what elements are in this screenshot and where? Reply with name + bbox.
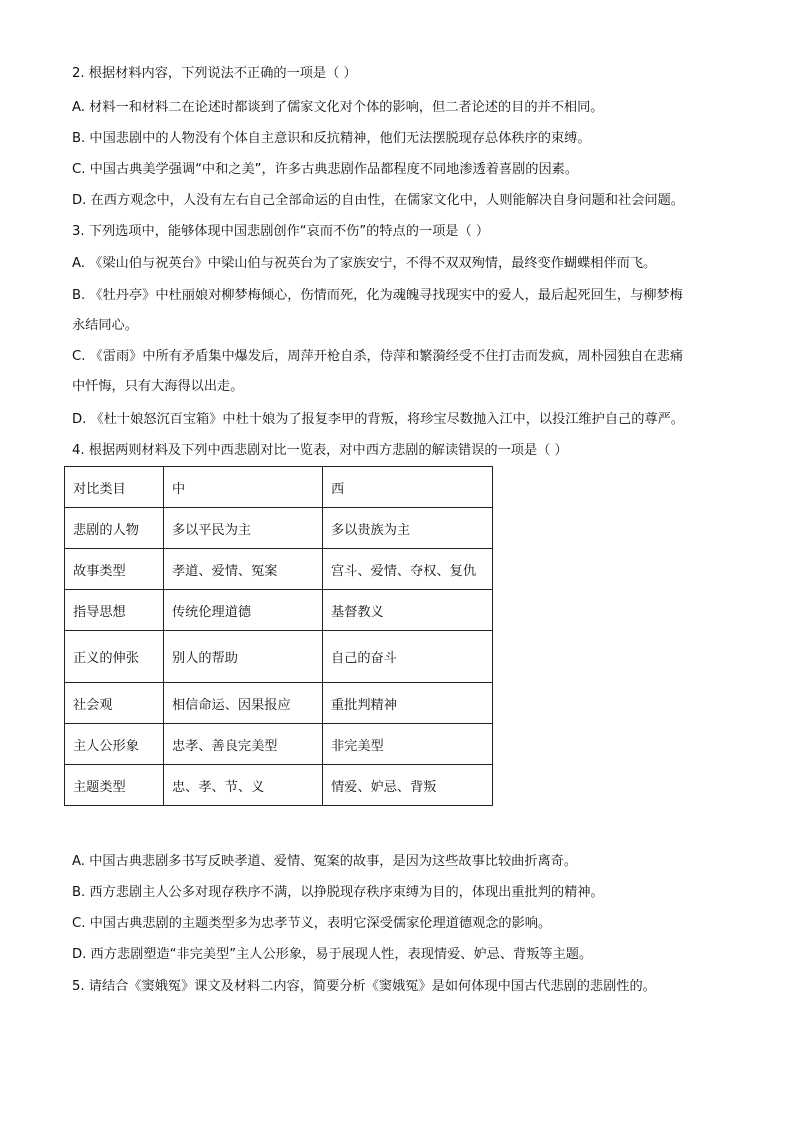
table-cell: 忠、孝、节、义 — [164, 765, 323, 806]
table-row — [65, 508, 493, 549]
table-cell: 故事类型 — [65, 549, 164, 590]
table-cell: 传统伦理道德 — [164, 590, 323, 631]
table-cell: 指导思想 — [65, 590, 164, 631]
table-cell: 忠孝、善良完美型 — [164, 724, 323, 765]
q3-option-c-line1: C. 《雷雨》中所有矛盾集中爆发后，周萍开枪自杀，侍萍和繁漪经受不住打击而发疯，周朴园独自在悲痛 — [72, 349, 684, 364]
q3-option-b-line2: 永结同心。 — [72, 318, 138, 333]
q2-option-d: D. 在西方观念中，人没有左右自己全部命运的自由性，在儒家文化中，人则能解决自身问题和社会问题。 — [72, 193, 684, 208]
table-row — [65, 683, 493, 724]
q3-option-a: A. 《梁山伯与祝英台》中梁山伯与祝英台为了家族安宁，不得不双双殉情，最终变作蝴蝶相伴而飞。 — [72, 256, 657, 271]
table-cell: 别人的帮助 — [164, 631, 323, 683]
table-cell: 情爱、妒忌、背叛 — [323, 765, 493, 806]
q4-stem: 4. 根据两则材料及下列中西悲剧对比一览表，对中西方悲剧的解读错误的一项是（ ） — [72, 443, 568, 458]
table-cell: 主人公形象 — [65, 724, 164, 765]
table-cell: 自己的奋斗 — [323, 631, 493, 683]
q4-option-b: B. 西方悲剧主人公多对现存秩序不满，以挣脱现存秩序束缚为目的，体现出重批判的精神。 — [72, 885, 604, 900]
table-cell: 悲剧的人物 — [65, 508, 164, 549]
comparison-table — [64, 466, 493, 806]
table-header-cell: 对比类目 — [65, 467, 164, 508]
table-cell: 孝道、爱情、冤案 — [164, 549, 323, 590]
table-cell: 非完美型 — [323, 724, 493, 765]
table-cell: 多以平民为主 — [164, 508, 323, 549]
q4-option-d: D. 西方悲剧塑造“非完美型”主人公形象，易于展现人性，表现情爱、妒忌、背叛等主题。 — [72, 947, 593, 962]
table-cell: 主题类型 — [65, 765, 164, 806]
q2-option-c: C. 中国古典美学强调“中和之美”，许多古典悲剧作品都程度不同地渗透着喜剧的因素。 — [72, 162, 579, 177]
table-row — [65, 590, 493, 631]
table-header-row — [65, 467, 493, 508]
table-cell: 正义的伸张 — [65, 631, 164, 683]
table-cell: 社会观 — [65, 683, 164, 724]
q5-stem: 5. 请结合《窦娥冤》课文及材料二内容，简要分析《窦娥冤》是如何体现中国古代悲剧的悲剧性的。 — [72, 979, 656, 994]
table-row — [65, 765, 493, 806]
q4-option-c: C. 中国古典悲剧的主题类型多为忠孝节义，表明它深受儒家伦理道德观念的影响。 — [72, 916, 552, 931]
q3-stem: 3. 下列选项中，能够体现中国悲剧创作“哀而不伤”的特点的一项是（ ） — [72, 224, 490, 239]
table-cell: 相信命运、因果报应 — [164, 683, 323, 724]
table-cell: 基督教义 — [323, 590, 493, 631]
table-cell: 宫斗、爱情、夺权、复仇 — [323, 549, 493, 590]
q3-option-b-line1: B. 《牡丹亭》中杜丽娘对柳梦梅倾心，伤情而死，化为魂魄寻找现实中的爱人，最后起死回生，与柳梦梅 — [72, 288, 683, 303]
table-cell: 重批判精神 — [323, 683, 493, 724]
table-header-cell: 中 — [164, 467, 323, 508]
q2-option-a: A. 材料一和材料二在论述时都谈到了儒家文化对个体的影响，但二者论述的目的并不相同。 — [72, 100, 604, 115]
table-cell: 多以贵族为主 — [323, 508, 493, 549]
q3-option-d: D. 《杜十娘怒沉百宝箱》中杜十娘为了报复李甲的背叛，将珍宝尽数抛入江中，以投江维护自己的尊严。 — [72, 412, 684, 427]
table-row — [65, 549, 493, 590]
q2-stem: 2. 根据材料内容，下列说法不正确的一项是（ ） — [72, 66, 357, 81]
table-header-cell: 西 — [323, 467, 493, 508]
q2-option-b: B. 中国悲剧中的人物没有个体自主意识和反抗精神，他们无法摆脱现存总体秩序的束缚。 — [72, 131, 591, 146]
table-row — [65, 724, 493, 765]
q3-option-c-line2: 中忏悔，只有大海得以出走。 — [72, 379, 244, 394]
q4-option-a: A. 中国古典悲剧多书写反映孝道、爱情、冤案的故事，是因为这些故事比较曲折离奇。 — [72, 854, 578, 869]
table-row — [65, 631, 493, 683]
